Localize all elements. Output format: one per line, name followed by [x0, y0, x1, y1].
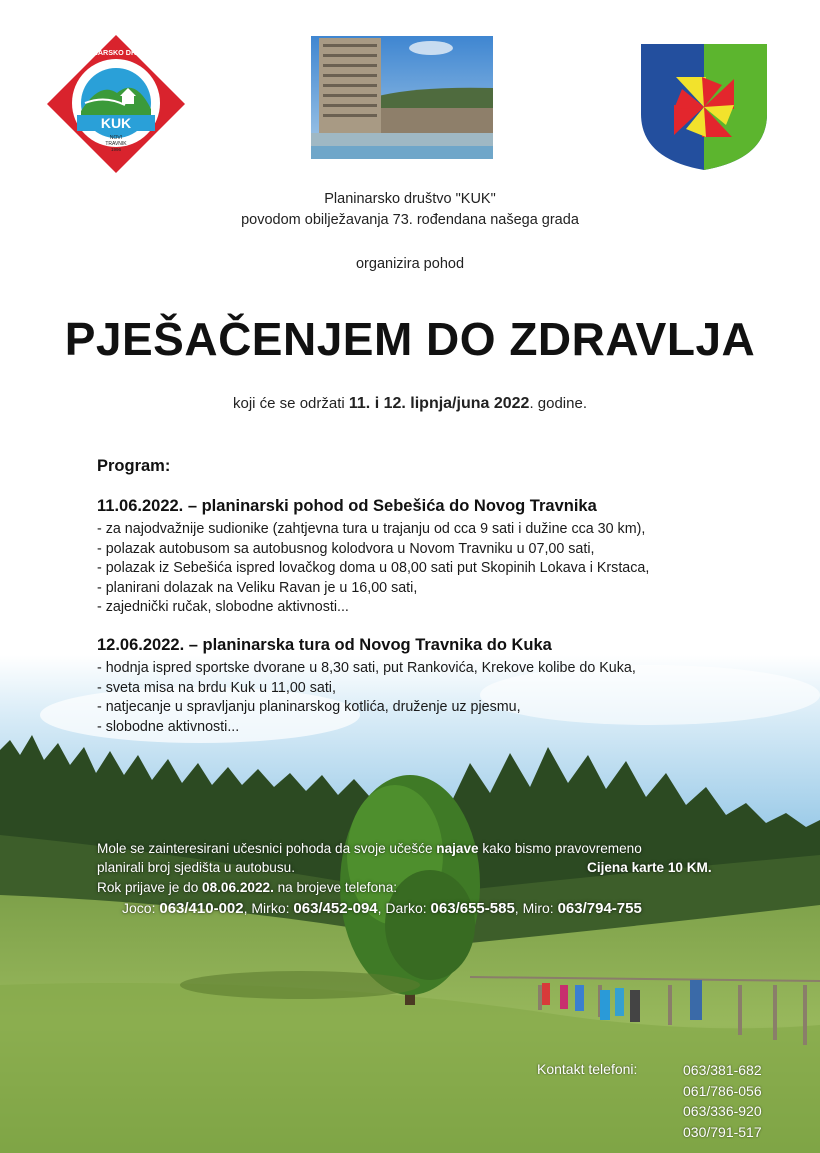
contact-label: Kontakt telefoni:	[537, 1061, 638, 1077]
ticket-price: Cijena karte 10 KM.	[587, 860, 712, 875]
logo-bottom-text-2: TRAVNIK	[105, 141, 127, 147]
logo-center-text: KUK	[100, 115, 132, 131]
kuk-society-logo	[45, 33, 187, 175]
phone-name: Miro:	[522, 900, 558, 916]
list-item: - zajednički ručak, slobodne aktivnosti...	[97, 598, 649, 618]
phone-name: Darko:	[385, 900, 431, 916]
phone-name: Mirko:	[251, 900, 294, 916]
list-item: - hodnja ispred sportske dvorane u 8,30 sati, put Rankovića, Krekove kolibe do Kuka,	[97, 659, 636, 679]
contact-phone: 063/336-920	[683, 1103, 762, 1119]
phone-name: Joco:	[122, 900, 160, 916]
phone-number: 063/410-002	[159, 900, 244, 917]
town-building-photo	[311, 36, 493, 159]
list-item: - za najodvažnije sudionike (zahtjevna tura u trajanju od cca 9 sati i dužine cca 30 km),	[97, 520, 649, 540]
list-item: - sveta misa na brdu Kuk u 11,00 sati,	[97, 679, 636, 699]
list-item: - natjecanje u spravljanju planinarskog kotlića, druženje uz pjesmu,	[97, 698, 636, 718]
poster-title: PJEŠAČENJEM DO ZDRAVLJA	[64, 313, 756, 365]
contact-phone: 063/381-682	[683, 1062, 762, 1078]
list-item: - polazak iz Sebešića ispred lovačkog doma u 08,00 sati put Skopinih Lokava i Krstaca,	[97, 559, 649, 579]
phone-number: 063/452-094	[293, 900, 378, 917]
day2-list	[97, 659, 636, 737]
organizes-text: organizira pohod	[355, 256, 465, 272]
date-prefix: koji će se održati	[233, 395, 345, 412]
town-coat-of-arms	[641, 44, 767, 170]
phone-separator: ,	[514, 900, 523, 916]
phone-number: 063/655-585	[430, 900, 515, 917]
list-item: - polazak autobusom sa autobusnog kolodvora u Novom Travniku u 07,00 sati,	[97, 540, 649, 560]
phone-number: 063/794-755	[557, 900, 642, 917]
occasion-text: povodom obilježavanja 73. rođendana našega grada	[241, 212, 579, 228]
contact-phone: 030/791-517	[683, 1123, 762, 1140]
registration-line-2: planirali broj sjedišta u autobusu.	[97, 860, 295, 875]
date-suffix: . godine.	[529, 395, 587, 412]
registration-text: kako bismo pravovremeno	[478, 841, 642, 856]
logo-top-text: PLANINARSKO DRUŠTVO	[71, 48, 161, 57]
phone-separator: ,	[243, 900, 252, 916]
day1-title: 11.06.2022. – planinarski pohod od Sebešića do Novog Travnika	[97, 497, 597, 515]
logo-bottom-text-1: NOVI	[109, 135, 123, 141]
contact-phone: 061/786-056	[683, 1082, 762, 1099]
day2-title: 12.06.2022. – planinarska tura od Novog Travnika do Kuka	[97, 636, 552, 654]
deadline-text: na brojeve telefona:	[273, 880, 398, 895]
list-item: - planirani dolazak na Veliku Ravan je u 16,00 sati,	[97, 579, 649, 599]
registration-text: Mole se zainteresirani učesnici pohoda da svoje učešće	[97, 841, 437, 856]
society-name: Planinarsko društvo "KUK"	[324, 191, 496, 207]
deadline-text: Rok prijave je do	[97, 880, 203, 895]
registration-line-1	[97, 841, 642, 856]
deadline-date: 08.06.2022.	[202, 880, 274, 895]
phone-separator: ,	[377, 900, 386, 916]
logo-year-text: 1996	[110, 147, 122, 152]
registration-deadline	[97, 880, 397, 895]
event-dates: 11. i 12. lipnja/juna 2022	[348, 395, 530, 412]
event-date-line	[0, 395, 820, 413]
program-heading: Program:	[97, 457, 171, 475]
contact-phone-list	[683, 1060, 762, 1142]
day1-list	[97, 520, 649, 618]
list-item: - slobodne aktivnosti...	[97, 718, 636, 738]
registration-emphasis: najave	[436, 841, 479, 856]
registration-phones	[122, 900, 642, 917]
